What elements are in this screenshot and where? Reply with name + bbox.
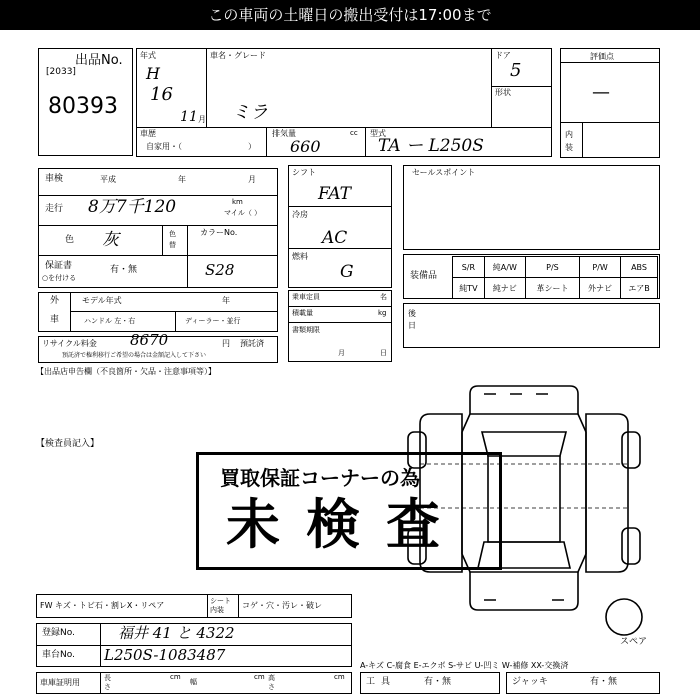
chassis-value: L250S-1083487 bbox=[104, 646, 226, 664]
equip-ps: P/S bbox=[525, 257, 579, 278]
shift-label: シフト bbox=[292, 168, 316, 177]
jack-label: ジャッキ bbox=[512, 677, 548, 687]
score-value: — bbox=[592, 82, 610, 103]
year-month: 11 bbox=[180, 109, 198, 125]
tools-value: 有・無 bbox=[424, 677, 452, 687]
foreign-model-year: モデル年式 bbox=[82, 296, 122, 305]
year-value: 16 bbox=[150, 84, 173, 105]
tools-label: 工具 bbox=[366, 677, 397, 687]
score-label: 評価点 bbox=[590, 52, 614, 61]
aircon-label: 冷房 bbox=[292, 210, 308, 219]
equipment-label: 装備品 bbox=[410, 271, 438, 281]
load-unit: kg bbox=[378, 309, 387, 317]
banner-text: この車両の土曜日の搬出受付は17:00まで bbox=[208, 6, 492, 24]
cert-width: 幅 bbox=[190, 678, 197, 686]
capacity-label: 乗車定員 bbox=[292, 293, 320, 301]
color-change-label: 色替 bbox=[169, 230, 176, 249]
door-value: 5 bbox=[510, 60, 522, 81]
chassis-label: 車台No. bbox=[42, 650, 75, 660]
foreign-handle: ハンドル 左・右 bbox=[84, 317, 136, 325]
foreign-dealer: ディーラー・並行 bbox=[185, 317, 241, 325]
fuel-value: G bbox=[340, 262, 354, 282]
fw-text: FW キズ・トビ石・割レX・リペア bbox=[40, 601, 165, 610]
rear-label: 後日 bbox=[408, 309, 416, 330]
foreign-label-2: 車 bbox=[50, 315, 60, 325]
colorno-label: カラーNo. bbox=[200, 228, 238, 237]
type-row bbox=[136, 127, 552, 157]
equip-ext-navi: 外ナビ bbox=[580, 278, 621, 299]
shift-value: FAT bbox=[318, 184, 352, 204]
cert-length: 長さ bbox=[104, 674, 111, 691]
usage-label: 車歴 bbox=[140, 129, 156, 138]
usage-value: 自家用・（ bbox=[146, 142, 182, 151]
color-label: 色 bbox=[65, 235, 75, 245]
cert-height-cm: cm bbox=[334, 673, 345, 681]
sales-point-label: セールスポイント bbox=[412, 168, 476, 177]
equip-navi: 純ナビ bbox=[484, 278, 525, 299]
sales-point-box bbox=[403, 165, 660, 250]
score-box bbox=[560, 48, 660, 158]
warranty-label: 保証書 bbox=[45, 261, 73, 271]
equip-pw: P/W bbox=[580, 257, 621, 278]
rear-box bbox=[403, 303, 660, 348]
lot-label: 出品No. bbox=[75, 53, 123, 68]
docs-month: 月 bbox=[338, 349, 345, 357]
cc-unit: cc bbox=[350, 129, 358, 137]
inspector-label: 【検査員記入】 bbox=[36, 439, 100, 449]
registration-value: 福井 41 と 4322 bbox=[118, 624, 235, 642]
aircon-value: AC bbox=[322, 228, 348, 248]
seller-note-label: 【出品店申告欄（不良箇所・欠品・注意事項等）】 bbox=[36, 367, 216, 376]
damage-legend: A-キズ C-腐食 E-エクボ S-サビ U-凹ミ W-補修 XX-交換済 bbox=[360, 661, 569, 670]
year-era: H bbox=[146, 64, 160, 83]
interior-label: 内装 bbox=[565, 130, 573, 152]
equip-tv: 純TV bbox=[453, 278, 485, 299]
stamp-line1: 買取保証コーナーの為 bbox=[220, 466, 420, 490]
name-value: ミラ bbox=[232, 102, 268, 123]
mileage-km: km bbox=[232, 198, 243, 206]
cc-value: 660 bbox=[290, 137, 321, 156]
docs-day: 日 bbox=[380, 349, 387, 357]
cc-label: 排気量 bbox=[272, 129, 296, 138]
load-label: 積載量 bbox=[292, 309, 313, 317]
registration-label: 登録No. bbox=[42, 628, 75, 638]
foreign-box bbox=[38, 292, 278, 332]
year-month-unit: 月 bbox=[198, 115, 206, 124]
inspection-month-unit: 月 bbox=[248, 175, 256, 184]
mileage-mile: マイル（ ） bbox=[224, 209, 262, 217]
equip-sr: S/R bbox=[453, 257, 485, 278]
recycle-sub: 預託済で権利移行ご希望の場合は金額記入して下さい bbox=[62, 352, 207, 359]
foreign-label-1: 外 bbox=[50, 296, 60, 306]
year-label: 年式 bbox=[140, 51, 156, 60]
cert-height: 高さ bbox=[268, 674, 275, 691]
mileage-label: 走行 bbox=[45, 204, 64, 214]
recycle-unit: 円 bbox=[222, 339, 230, 348]
equip-aw: 純A/W bbox=[484, 257, 525, 278]
shape-label: 形状 bbox=[495, 88, 511, 97]
cert-label: 車庫証明用 bbox=[40, 678, 80, 687]
inspection-box bbox=[38, 168, 278, 288]
recycle-value: 8670 bbox=[130, 331, 169, 349]
cert-width-cm: cm bbox=[254, 673, 265, 681]
model-label: 型式 bbox=[370, 129, 386, 138]
spare-label: スペア bbox=[620, 637, 648, 647]
jack-value: 有・無 bbox=[590, 677, 618, 687]
equip-leather: 革シート bbox=[525, 278, 579, 299]
warranty-options: 有・無 bbox=[110, 265, 138, 275]
name-label: 車名・グレード bbox=[210, 51, 266, 60]
lot-number: 80393 bbox=[48, 94, 118, 119]
stamp-line2: 未検査 bbox=[226, 493, 466, 556]
foreign-year-unit: 年 bbox=[222, 296, 230, 305]
capacity-unit: 名 bbox=[380, 293, 387, 301]
recycle-label: リサイクル料金 bbox=[42, 339, 97, 348]
equip-abs: ABS bbox=[621, 257, 658, 278]
colorno-value: S28 bbox=[205, 261, 235, 279]
seat-label: シート内装 bbox=[210, 597, 231, 614]
warranty-sub: ○を付ける bbox=[42, 274, 77, 282]
lot-small: [2033] bbox=[46, 67, 76, 77]
usage-end: ） bbox=[248, 142, 256, 151]
mileage-value: 8万7千120 bbox=[88, 197, 177, 217]
inspection-year-unit: 年 bbox=[178, 175, 186, 184]
inspection-era: 平成 bbox=[100, 175, 116, 184]
door-label: ドア bbox=[495, 51, 511, 60]
docs-label: 書類期限 bbox=[292, 326, 320, 334]
model-value: TA ー L250S bbox=[378, 136, 484, 156]
seat-text: コゲ・穴・汚レ・破レ bbox=[242, 601, 322, 610]
inspection-label: 車検 bbox=[45, 174, 64, 184]
equipment-grid bbox=[452, 256, 658, 299]
recycle-note: 預託済 bbox=[240, 339, 264, 348]
equip-airbag: エアB bbox=[621, 278, 658, 299]
cert-length-cm: cm bbox=[170, 673, 181, 681]
fuel-label: 燃料 bbox=[292, 252, 308, 261]
color-value: 灰 bbox=[102, 230, 119, 250]
